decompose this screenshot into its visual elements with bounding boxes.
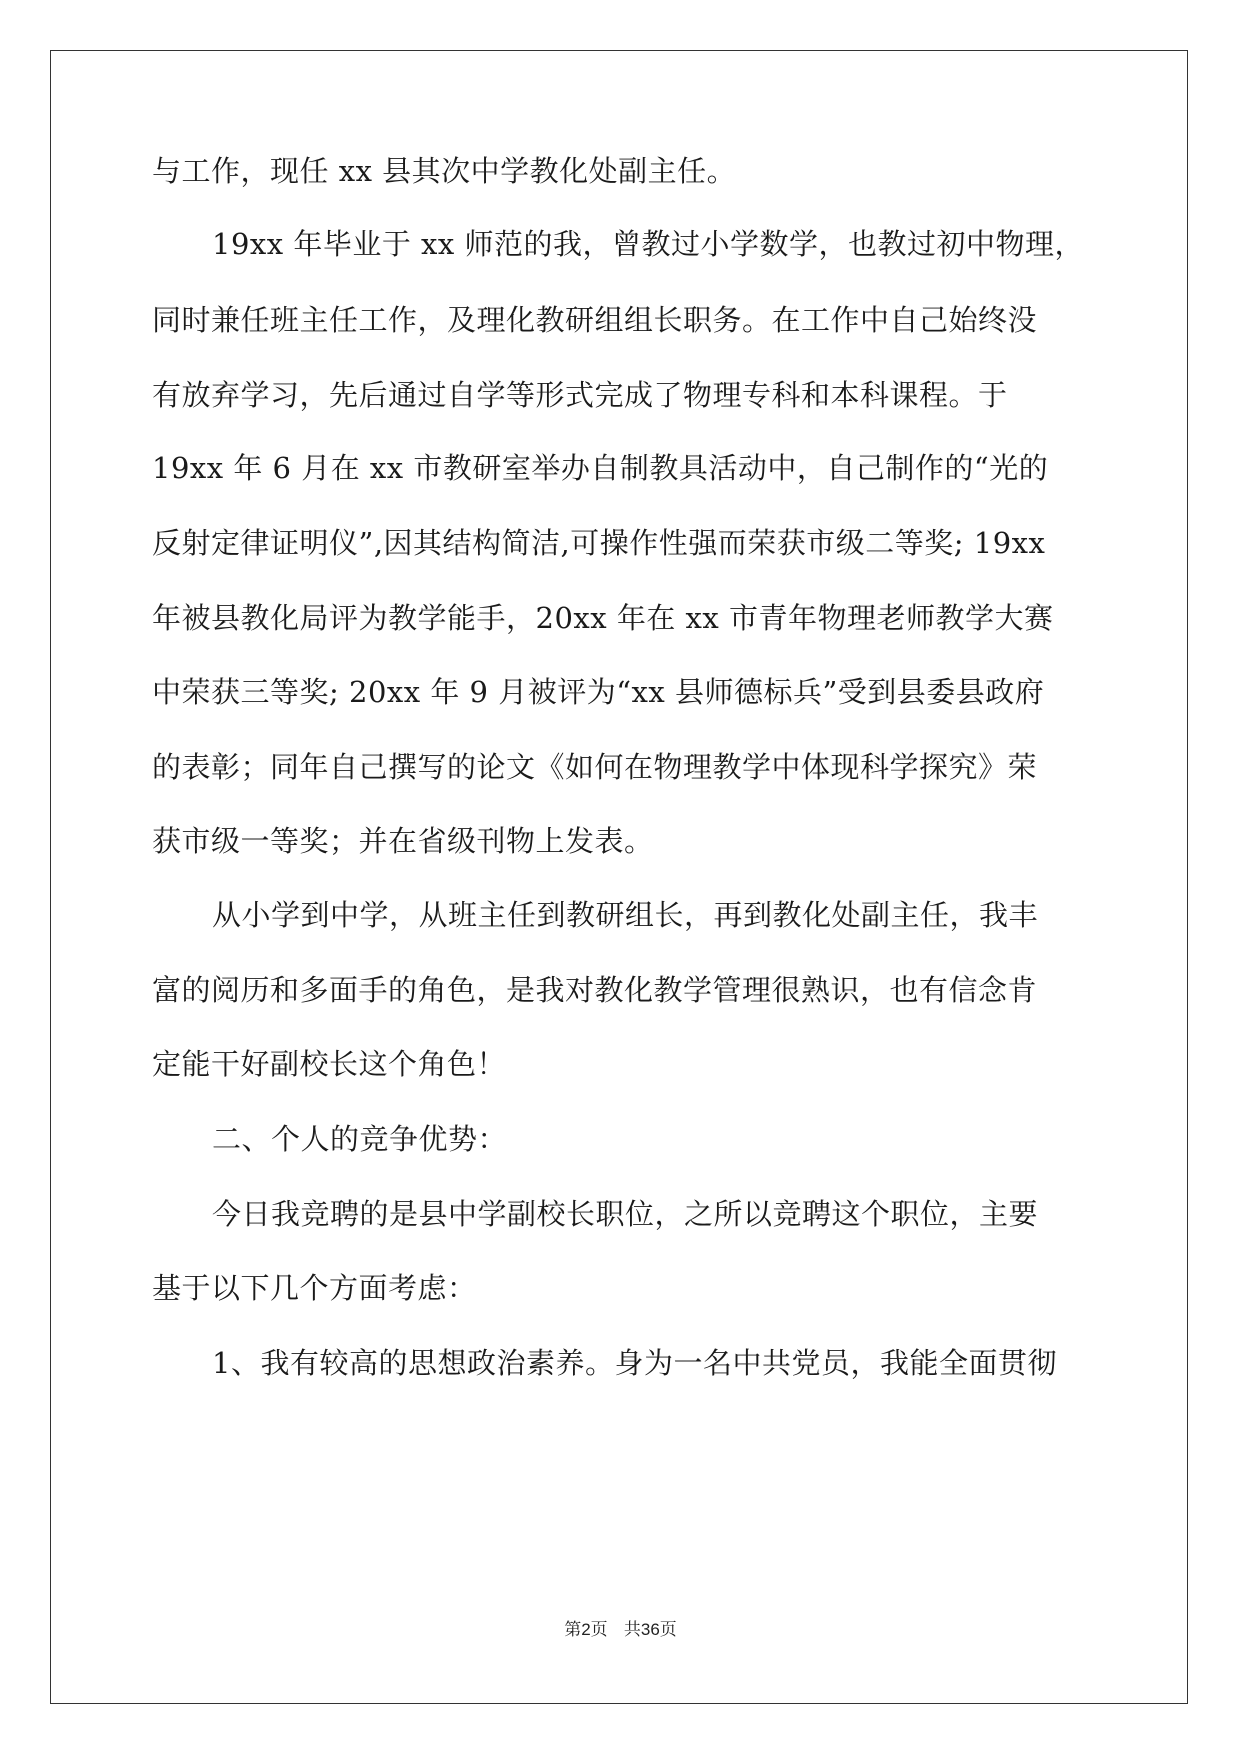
text-line: 获市级一等奖；并在省级刊物上发表。	[152, 824, 654, 858]
text-line: 中荣获三等奖; 20xx 年 9 月被评为“xx 县师德标兵”受到县委县政府	[152, 675, 1045, 709]
footer-page-suffix: 页	[590, 1620, 608, 1640]
text-line: 19xx 年 6 月在 xx 市教研室举办自制教具活动中，自己制作的“光的	[152, 451, 1049, 485]
text-line: 同时兼任班主任工作，及理化教研组组长职务。在工作中自己始终没	[152, 303, 1038, 337]
text-line: 今日我竞聘的是县中学副校长职位，之所以竞聘这个职位，主要	[212, 1197, 1039, 1231]
text-line: 从小学到中学，从班主任到教研组长，再到教化处副主任，我丰	[212, 898, 1039, 932]
text-line: 有放弃学习，先后通过自学等形式完成了物理专科和本科课程。于	[152, 378, 1008, 412]
total-page-count: 36	[640, 1620, 660, 1639]
current-page-number: 2	[581, 1620, 591, 1639]
footer-prefix: 第	[564, 1620, 582, 1640]
text-line: 定能干好副校长这个角色！	[152, 1047, 507, 1081]
footer-total-suffix: 页	[659, 1620, 677, 1640]
text-line: 富的阅历和多面手的角色，是我对教化教学管理很熟识，也有信念肯	[152, 973, 1038, 1007]
page-footer	[0, 1615, 1241, 1640]
text-line: 基于以下几个方面考虑：	[152, 1271, 477, 1305]
text-line: 19xx 年毕业于 xx 师范的我，曾教过小学数学，也教过初中物理，	[212, 227, 1084, 261]
footer-total-prefix: 共	[623, 1620, 641, 1640]
text-line: 年被县教化局评为教学能手，20xx 年在 xx 市青年物理老师教学大赛	[152, 601, 1054, 635]
text-line: 与工作，现任 xx 县其次中学教化处副主任。	[152, 154, 737, 188]
text-line: 1、我有较高的思想政治素养。身为一名中共党员，我能全面贯彻	[212, 1346, 1057, 1380]
text-line: 反射定律证明仪”,因其结构简洁,可操作性强而荣获市级二等奖; 19xx	[152, 526, 1046, 560]
text-line: 的表彰；同年自己撰写的论文《如何在物理教学中体现科学探究》荣	[152, 750, 1038, 784]
page-border	[50, 50, 1188, 1704]
section-heading: 二、个人的竞争优势：	[212, 1122, 508, 1156]
